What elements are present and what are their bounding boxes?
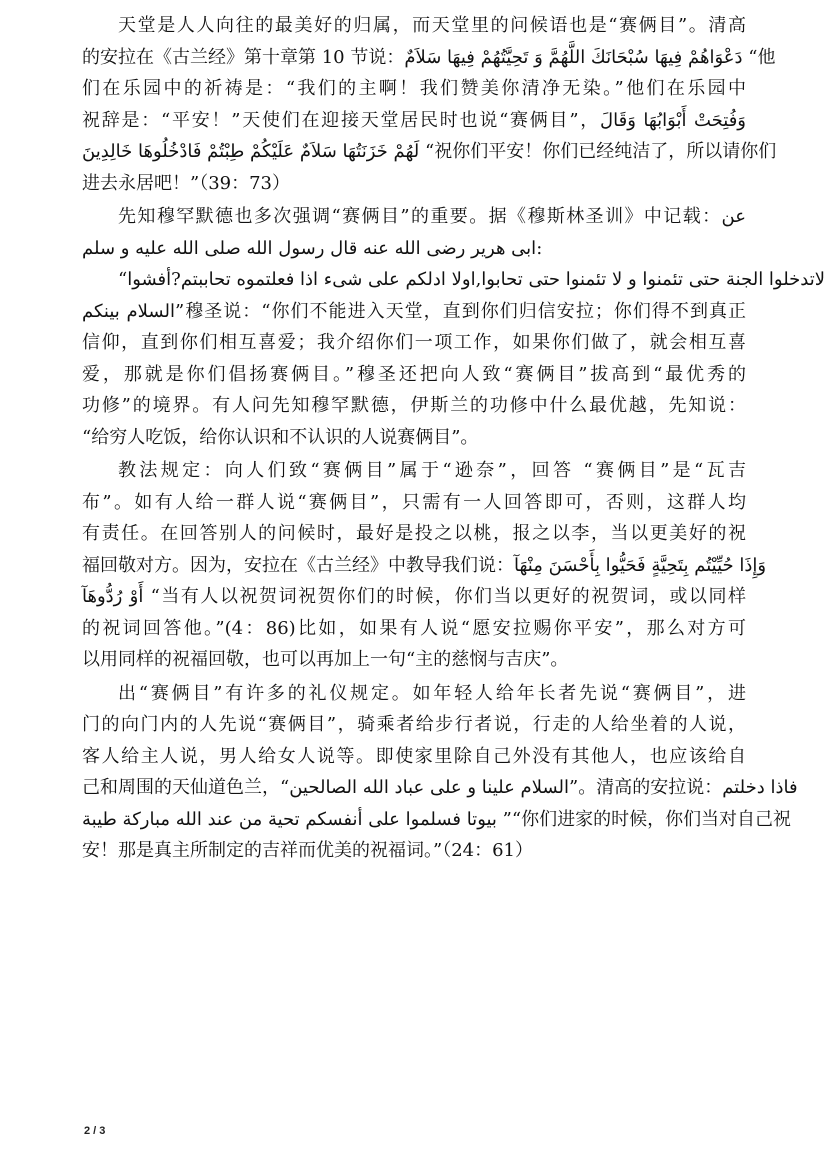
- text-line: 的安拉在《古兰经》第十章第 10 节说：دَعْوَاهُمْ فِيهَا سُبْحَانَكَ اللَّهُمَّ وَ تَحِيَّتُهُمْ فِيهَا سَلاَمٌ “他: [82, 46, 776, 68]
- text-line-arabic: “لاتدخلوا الجنة حتى تئمنوا و لا تئمنوا حتى تحابوا,اولا ادلكم على شىء اذا فعلتموه تحاببتم?أفشوا: [118, 269, 826, 290]
- text-line: لَهُمْ خَزَنَتُهَا سَلاَمٌ عَلَيْكُمْ طِبْتُمْ فَادْخُلُوهَا خَالِدِينَ “祝你们平安！你们已经纯洁了，所以请你们: [82, 141, 777, 162]
- text-line: 爱，那就是你们倡扬赛俩目。”穆圣还把向人致“赛俩目”拔高到“最优秀的: [82, 363, 746, 385]
- text-line: 天堂是人人向往的最美好的归属，而天堂里的问候语也是“赛俩目”。清高: [118, 15, 746, 36]
- text-line: 客人给主人说，男人给女人说等。即使家里除自己外没有其他人，也应该给自: [82, 745, 746, 767]
- text-line: 信仰，直到你们相互喜爱；我介绍你们一项工作，如果你们做了，就会相互喜: [82, 332, 746, 353]
- text-line: 进去永居吧！”（39：73）: [82, 172, 291, 194]
- text-line: 功修”的境界。有人问先知穆罕默德，伊斯兰的功修中什么最优越，先知说：: [82, 395, 746, 416]
- text-line: 福回敬对方。因为，安拉在《古兰经》中教导我们说：وَإِذَا حُيِّيْتُم بِتَحِيَّةٍ فَحَيُّوا بِأَحْسَنَ مِنْهَآ: [82, 554, 767, 576]
- text-line: 己和周围的天仙道色兰，“السلام علينا و على عباد الله الصالحين”。清高的安拉说：فاذا دخلتم: [82, 777, 798, 798]
- text-line: 安！那是真主所制定的吉祥而优美的祝福词。”（24：61）: [82, 840, 534, 861]
- paragraph-etiquette: [82, 678, 798, 867]
- paragraph-prophet-hadith: [82, 201, 826, 453]
- text-line: 教法规定：向人们致“赛俩目”属于“逊奈”，回答 “赛俩目”是“瓦吉: [118, 460, 746, 481]
- text-line: 门的向门内的人先说“赛俩目”，骑乘者给步行者说，行走的人给坐着的人说，: [82, 714, 746, 735]
- text-line: “给穷人吃饭，给你认识和不认识的人说赛俩目”。: [82, 426, 479, 448]
- page-number: 2 / 3: [84, 1125, 106, 1137]
- text-line: 有责任。在回答别人的问候时，最好是投之以桃，报之以李，当以更美好的祝: [82, 523, 746, 544]
- text-line: بيوتا فسلموا على أنفسكم تحية من عند الله مباركة طيبة ”“你们进家的时候，你们当对自己祝: [82, 808, 792, 830]
- text-line: 布”。如有人给一群人说“赛俩目”，只需有一人回答即可，否则，这群人均: [82, 491, 746, 513]
- text-line: السلام بينكم”穆圣说：“你们不能进入天堂，直到你们归信安拉；你们得不到真正: [82, 300, 746, 322]
- text-line: 出“赛俩目”有许多的礼仪规定。如年轻人给年长者先说“赛俩目”，进: [118, 682, 746, 704]
- document-body: [82, 10, 826, 869]
- text-line: 们在乐园中的祈祷是：“我们的主啊！我们赞美你清净无染。”他们在乐园中: [82, 78, 746, 99]
- text-line: 先知穆罕默德也多次强调“赛俩目”的重要。据《穆斯林圣训》中记载：عن: [118, 206, 746, 227]
- text-line: 祝辞是：“平安！”天使们在迎接天堂居民时也说“赛俩目”，وَفُتِحَتْ أَبْوَابُهَا وَقَالَ: [82, 109, 746, 131]
- paragraph-paradise-greeting: [82, 10, 777, 199]
- paragraph-jurisprudence: [82, 455, 767, 676]
- text-line: 的祝词回答他。”(4：86)比如，如果有人说“愿安拉赐你平安”，那么对方可: [82, 617, 746, 639]
- text-line: 以用同样的祝福回敬，也可以再加上一句“主的慈悯与吉庆”。: [82, 649, 569, 670]
- text-line-arabic: ابى هرير رضى الله عنه قال رسول الله صلى الله عليه و سلم:: [82, 237, 543, 259]
- text-line: أَوْ رُدُّوهَآ “当有人以祝贺词祝贺你们的时候，你们当以更好的祝贺词，或以同样: [82, 586, 747, 607]
